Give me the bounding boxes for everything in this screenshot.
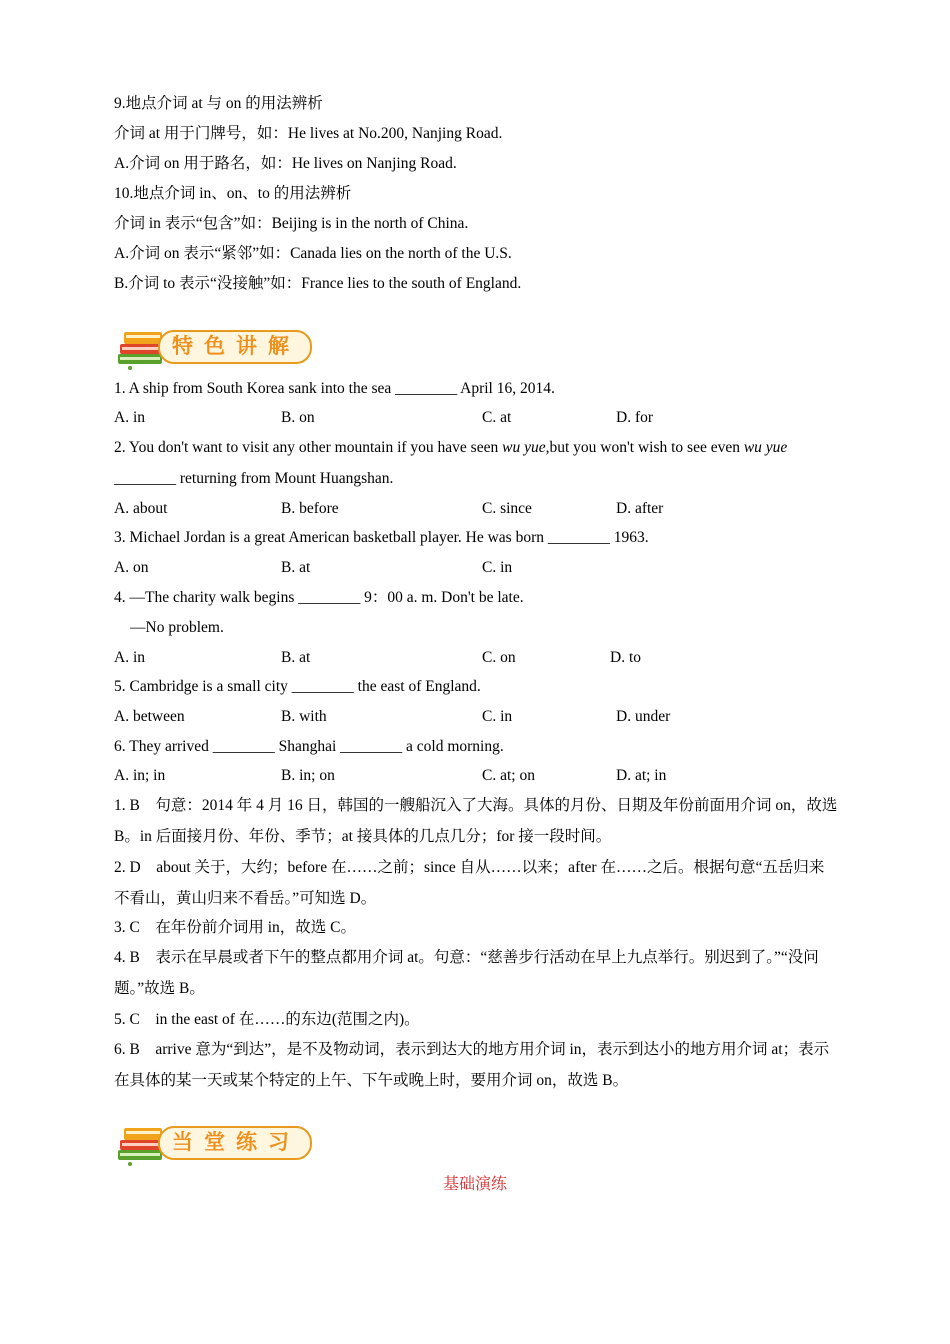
option: B. with bbox=[281, 708, 327, 725]
option: D. under bbox=[616, 708, 671, 725]
stem-part: 2. You don't want to visit any other mountain if you have seen bbox=[114, 439, 503, 456]
option: B. on bbox=[281, 409, 315, 426]
option: C. in bbox=[482, 559, 513, 576]
answer-explanation: 3. C 在年份前介词用 in，故选 C。 bbox=[114, 919, 356, 936]
question-stem: 4. —The charity walk begins ________ 9：00 a. m. Don't be late. bbox=[114, 589, 524, 606]
answer-explanation: 6. B arrive 意为“到达”，是不及物动词，表示到达大的地方用介词 in，表示到达小的地方用介词 at；表示在具体的某一天或某个特定的上午、下午或晚上时，要用介词 on，故选 B。 bbox=[114, 1041, 830, 1089]
section-banner-featured bbox=[114, 324, 314, 372]
option: A. between bbox=[114, 708, 185, 725]
answer-explanation: 2. D about 关于，大约；before 在……之前；since 自从……以来；after 在……之后。根据句意“五岳归来不看山，黄山归来不看岳。”可知选 D。 bbox=[114, 859, 825, 907]
subheading: 基础演练 bbox=[442, 1176, 507, 1193]
dialog-reply: —No problem. bbox=[130, 619, 224, 636]
intro-line: A.介词 on 用于路名，如：He lives on Nanjing Road. bbox=[114, 155, 457, 172]
question-stem: 6. They arrived ________ Shanghai ________ a cold morning. bbox=[114, 738, 504, 755]
stem-part: but you won't wish to see even bbox=[549, 439, 744, 456]
section-banner-practice bbox=[114, 1120, 314, 1168]
intro-line: A.介词 on 表示“紧邻”如：Canada lies on the north of the U.S. bbox=[114, 245, 512, 262]
question-stem: 5. Cambridge is a small city ________ the east of England. bbox=[114, 678, 481, 695]
intro-line: B.介词 to 表示“没接触”如：France lies to the south of England. bbox=[114, 275, 522, 292]
option: A. about bbox=[114, 500, 168, 517]
option: C. at bbox=[482, 409, 512, 426]
intro-line: 介词 at 用于门牌号，如：He lives at No.200, Nanjing Road. bbox=[114, 125, 503, 142]
section-title: 当堂练习 bbox=[172, 1130, 300, 1154]
question-options bbox=[114, 707, 838, 727]
question-options bbox=[114, 408, 838, 428]
question-options bbox=[114, 766, 838, 786]
option: A. in bbox=[114, 649, 145, 666]
question-stem: 1. A ship from South Korea sank into the sea ________ April 16, 2014. bbox=[114, 380, 555, 397]
intro-line: 介词 in 表示“包含”如：Beijing is in the north of China. bbox=[114, 215, 469, 232]
stem-part: ________ returning from Mount Huangshan. bbox=[114, 470, 394, 487]
option: D. after bbox=[616, 500, 664, 517]
option: D. to bbox=[610, 649, 641, 666]
question-stem: 3. Michael Jordan is a great American basketball player. He was born ________ 1963. bbox=[114, 529, 649, 546]
section-title: 特色讲解 bbox=[172, 334, 300, 358]
option: C. at; on bbox=[482, 767, 535, 784]
option: B. in; on bbox=[281, 767, 335, 784]
option: A. on bbox=[114, 559, 149, 576]
intro-line: 10.地点介词 in、on、to 的用法辨析 bbox=[114, 185, 352, 202]
pinyin-term: wu yue, bbox=[502, 439, 550, 456]
option: A. in; in bbox=[114, 767, 166, 784]
question-options bbox=[114, 648, 838, 668]
answer-explanation: 4. B 表示在早晨或者下午的整点都用介词 at。句意：“慈善步行活动在早上九点举行。别迟到了。”“没问题。”故选 B。 bbox=[114, 949, 819, 997]
option: C. on bbox=[482, 649, 516, 666]
intro-line: 9.地点介词 at 与 on 的用法辨析 bbox=[114, 95, 323, 112]
option: D. at; in bbox=[616, 767, 667, 784]
answer-explanation: 1. B 句意：2014 年 4 月 16 日，韩国的一艘船沉入了大海。具体的月份、日期及年份前面用介词 on，故选 B。in 后面接月份、年份、季节；at 接具体的几点几分；for 接一段时间。 bbox=[114, 797, 838, 845]
question-stem bbox=[114, 432, 838, 494]
answer-explanation: 5. C in the east of 在……的东边(范围之内)。 bbox=[114, 1011, 420, 1028]
option: A. in bbox=[114, 409, 145, 426]
question-options bbox=[114, 499, 838, 519]
question-options bbox=[114, 558, 838, 578]
option: B. at bbox=[281, 649, 311, 666]
pinyin-term: wu yue bbox=[743, 439, 788, 456]
option: C. in bbox=[482, 708, 513, 725]
option: D. for bbox=[616, 409, 654, 426]
option: B. before bbox=[281, 500, 339, 517]
option: C. since bbox=[482, 500, 532, 517]
option: B. at bbox=[281, 559, 311, 576]
